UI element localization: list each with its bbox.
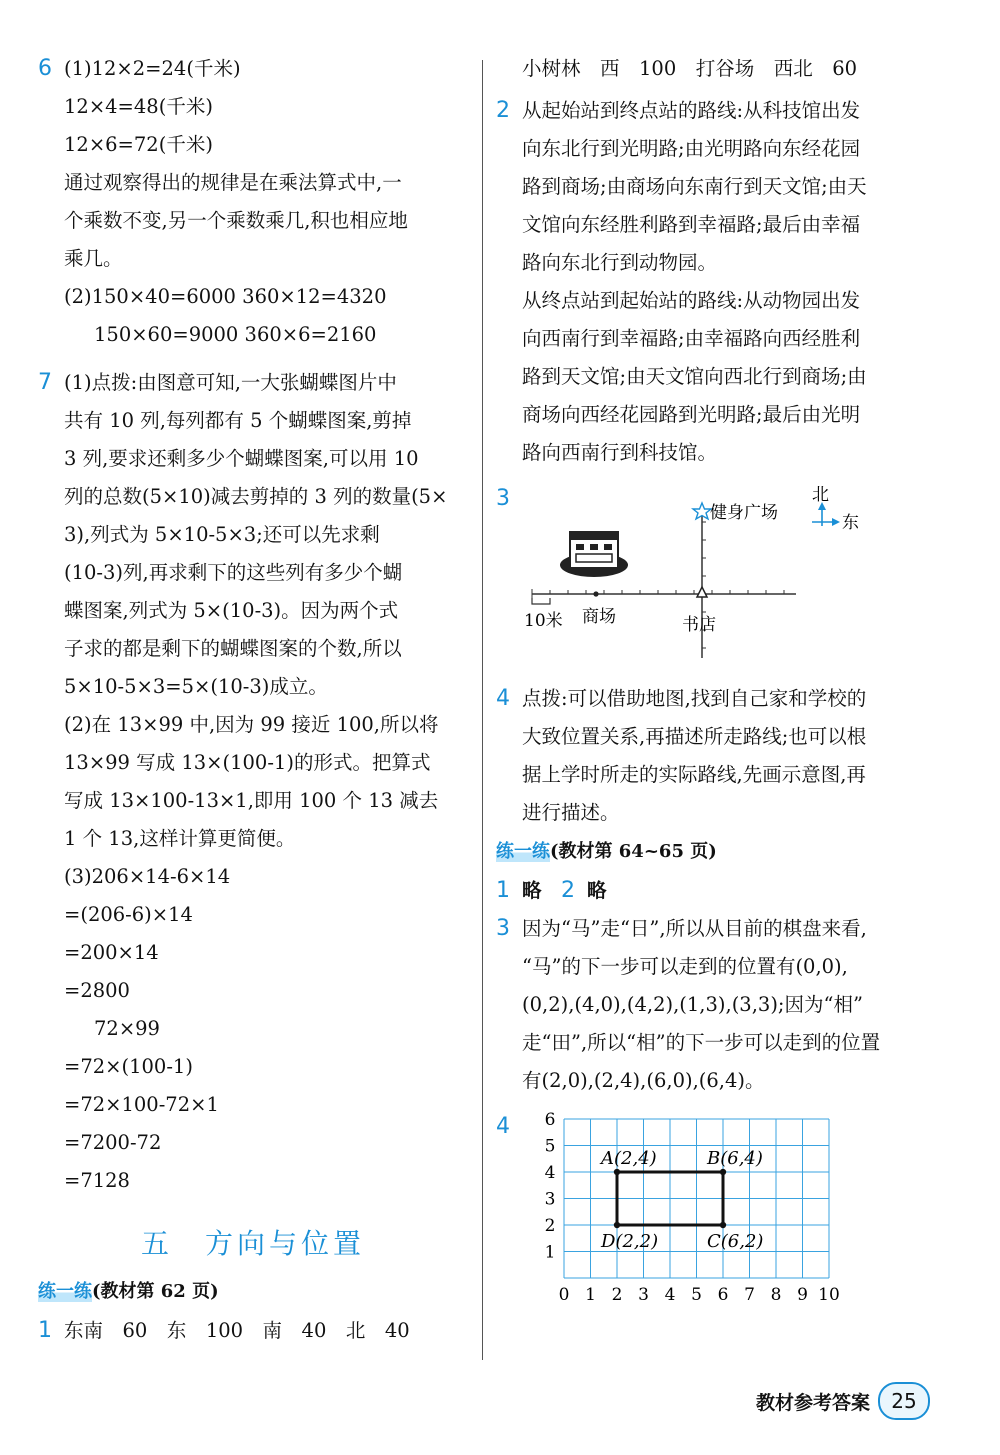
question-number: 1 [38,1318,52,1343]
answer-line: 路向西南行到科技馆。 [522,441,718,464]
point-label: A(2,4) [601,1148,657,1169]
section-title: 五 方向与位置 [140,1227,365,1260]
point-marker [614,1222,620,1228]
answer-line: (1)点拨:由图意可知,一大张蝴蝶图片中 [64,371,397,394]
gym-label: 健身广场 [710,503,778,523]
answer-line: =7128 [64,1169,130,1192]
answer-line: 乘几。 [64,247,123,270]
answer-line: 3),列式为 5×10-5×3;还可以先求剩 [64,523,380,546]
y-tick-label: 5 [544,1136,556,1157]
practice-heading [496,832,936,872]
point-marker [720,1169,726,1175]
answer-line: 通过观察得出的规律是在乘法算式中,一 [64,171,402,194]
triangle-icon [697,587,707,597]
answer-line: 从终点站到起始站的路线:从动物园出发 [522,289,861,312]
answer-line: 据上学时所走的实际路线,先画示意图,再 [522,763,866,786]
point-label: D(2,2) [601,1231,659,1252]
answer-line: 小树林 西 100 打谷场 西北 60 [522,57,858,80]
question-1 [38,1312,468,1350]
question-number: 1 [496,878,510,903]
practice-ref: (教材第 62 页) [92,1281,219,1302]
question-number: 4 [496,686,510,711]
practice-label: 练一练 [496,841,550,862]
x-tick-label: 9 [797,1285,808,1305]
answer-line: (3)206×14-6×14 [64,865,231,888]
answer-line: 子求的都是剩下的蝴蝶图案的个数,所以 [64,637,402,660]
answer-line: 进行描述。 [522,801,620,824]
answer-line: 文馆向东经胜利路到幸福路;最后由幸福 [522,213,861,236]
question-2 [496,92,936,472]
answer-line: 路到商场;由商场向东南行到天文馆;由天 [522,175,867,198]
left-column [38,50,468,1350]
x-tick-label: 2 [611,1285,623,1305]
practice-heading [38,1272,468,1312]
y-tick-label: 4 [544,1163,556,1183]
answer-line: =2800 [64,979,130,1002]
answer-line: 列的总数(5×10)减去剪掉的 3 列的数量(5× [64,485,448,508]
x-tick-label: 3 [638,1285,649,1305]
question-3 [496,486,936,676]
y-tick-label: 2 [544,1216,556,1236]
question-4b [496,1110,936,1310]
answer-line: 向西南行到幸福路;由幸福路向西经胜利 [522,327,861,350]
question-number: 7 [38,370,52,395]
answer-line: 走“田”,所以“相”的下一步可以走到的位置 [522,1031,881,1054]
questions-1-2 [496,872,936,910]
answer-line: 12×4=48(千米) [64,95,213,118]
answer-line: “马”的下一步可以走到的位置有(0,0), [522,955,848,978]
mall-point [593,591,598,596]
answer-line: 3 列,要求还剩多少个蝴蝶图案,可以用 10 [64,447,419,470]
answer-line: 路到天文馆;由天文馆向西北行到商场;由 [522,365,867,388]
question-3b [496,910,936,1100]
answer-line: (10-3)列,再求剩下的这些列有多少个蝴 [64,561,403,584]
answer-line: 路向东北行到动物园。 [522,251,718,274]
practice-ref: (教材第 64~65 页) [550,841,717,862]
practice-label: 练一练 [38,1281,92,1302]
question-6 [38,50,468,354]
answer-line: =(206-6)×14 [64,903,193,926]
y-tick-label: 3 [544,1189,556,1210]
question-number: 2 [496,98,510,123]
point-marker [720,1222,726,1228]
x-tick-label: 7 [744,1285,755,1305]
y-tick-label: 6 [544,1110,556,1130]
answer-line: 写成 13×100-13×1,即用 100 个 13 减去 [64,789,439,812]
answer-line: =72×100-72×1 [64,1093,219,1116]
answer-line: (1)12×2=24(千米) [64,57,241,80]
question-4 [496,680,936,832]
bookstore-label: 书店 [682,615,716,635]
east-label: 东 [842,513,859,533]
answer-line: 略 [587,879,607,902]
scale-bar [532,598,550,604]
scale-label: 10米 [524,611,563,631]
x-tick-label: 10 [818,1285,840,1305]
answer-line: 13×99 写成 13×(100-1)的形式。把算式 [64,751,431,774]
page-footer [756,1382,930,1420]
answer-line: 个乘数不变,另一个乘数乘几,积也相应地 [64,209,408,232]
answer-line: 5×10-5×3=5×(10-3)成立。 [64,675,328,698]
x-tick-label: 5 [691,1285,702,1305]
right-column [496,50,936,1310]
question-number: 2 [561,878,576,903]
x-tick-label: 1 [585,1285,596,1305]
answer-line: 12×6=72(千米) [64,133,213,156]
footer-label: 教材参考答案 [755,1391,870,1414]
x-tick-label: 0 [558,1285,570,1305]
page-number: 25 [878,1382,930,1420]
answer-line: 150×60=9000 360×6=2160 [94,323,377,346]
question-number: 3 [496,916,510,941]
answer-line: 大致位置关系,再描述所走路线;也可以根 [522,725,867,748]
answer-line: (0,2),(4,0),(4,2),(1,3),(3,3);因为“相” [522,993,863,1016]
answer-line: 1 个 13,这样计算更简便。 [64,827,296,850]
answer-line: =7200-72 [64,1131,162,1154]
question-number: 3 [496,486,510,511]
y-tick-label: 1 [544,1242,556,1263]
answer-line: (2)150×40=6000 360×12=4320 [64,285,387,308]
answer-line: 有(2,0),(2,4),(6,0),(6,4)。 [522,1069,765,1092]
question-number: 4 [496,1114,510,1139]
question-7 [38,364,468,1200]
x-tick-label: 4 [664,1285,676,1305]
point-marker [614,1169,620,1175]
column-divider [482,60,483,1360]
answer-line: 点拨:可以借助地图,找到自己家和学校的 [522,687,867,710]
answer-line: 因为“马”走“日”,所以从目前的棋盘来看, [522,917,867,940]
answer-line: =200×14 [64,941,159,964]
north-label: 北 [812,486,829,505]
answer-line: (2)在 13×99 中,因为 99 接近 100,所以将 [64,713,439,736]
coordinate-grid [496,1110,936,1310]
mall-label: 商场 [582,607,616,627]
answer-line: 72×99 [94,1017,160,1040]
point-label: C(6,2) [707,1231,764,1252]
answer-line: =72×(100-1) [64,1055,193,1078]
answer-line: 略 [522,879,542,902]
answer-line: 蝶图案,列式为 5×(10-3)。因为两个式 [64,599,399,622]
point-label: B(6,4) [707,1148,763,1169]
mall-building-icon [560,532,628,577]
question-number: 6 [38,56,52,81]
answer-line: 向东北行到光明路;由光明路向东经花园 [522,137,861,160]
answer-line: 从起始站到终点站的路线:从科技馆出发 [522,99,861,122]
x-tick-label: 6 [717,1285,729,1305]
answer-line: 商场向西经花园路到光明路;最后由光明 [522,403,861,426]
x-tick-label: 8 [770,1285,782,1305]
route-map [496,486,936,676]
answer-line: 东南 60 东 100 南 40 北 40 [64,1319,410,1342]
answer-line: 共有 10 列,每列都有 5 个蝴蝶图案,剪掉 [64,409,412,432]
